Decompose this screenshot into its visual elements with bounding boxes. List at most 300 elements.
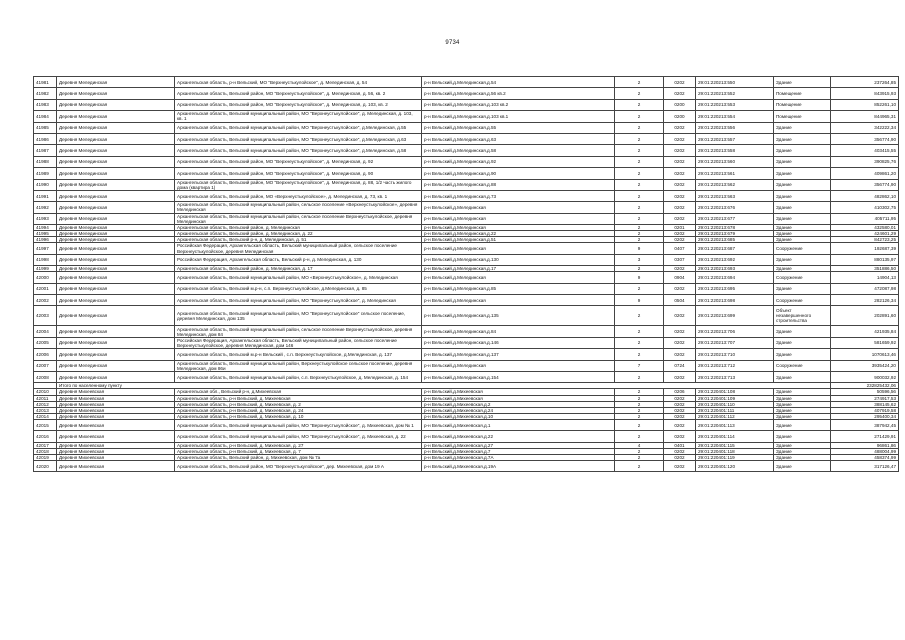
cell-object-type: Здание bbox=[774, 225, 831, 231]
cell-address: Архангельская область, Вельский муниципальный район, МО "Верхнеустькулойское", д.Мелединская, д.58 bbox=[175, 145, 422, 156]
cell-code-a: 2 bbox=[615, 337, 664, 348]
cell-location: р-н Вельский,д.Михеевская,д.7 bbox=[422, 448, 615, 454]
table-row bbox=[34, 431, 899, 442]
cell-object-type: Здание bbox=[774, 237, 831, 243]
table-row bbox=[34, 295, 899, 306]
cell-address: Российская Федерация, Архангельская область, Вельский муниципальный район, сельское поселение Верхнеустькулойское, деревня Мелединская bbox=[175, 243, 422, 254]
cell-address: Архангельская обл., Вельский р-н, д.Михеевская bbox=[175, 389, 422, 395]
cell-row-id: 41991 bbox=[34, 190, 57, 201]
cell-cadastral-value: 842723,25 bbox=[831, 237, 899, 243]
table-row bbox=[34, 460, 899, 471]
cell-cadastral-number: 29:01:220213:553 bbox=[696, 99, 774, 110]
cell-object-type: Сооружение bbox=[774, 295, 831, 306]
cell-object-type: Здание bbox=[774, 448, 831, 454]
cell-cadastral-number: 29:01:220401:111 bbox=[696, 407, 774, 413]
cell-location: р-н Вельский,д.Мелединская,д.90 bbox=[422, 168, 615, 179]
cell-location: р-н Вельский,д.Михеевская,д.19А bbox=[422, 460, 615, 471]
cell-settlement-name: Деревня Михеевская bbox=[57, 401, 175, 407]
cell-code-a: 2 bbox=[615, 122, 664, 133]
cell-code-a: 2 bbox=[615, 460, 664, 471]
cell-cadastral-value: 403415,55 bbox=[831, 145, 899, 156]
cell-code-a: 2 bbox=[615, 431, 664, 442]
cell-code-a: 2 bbox=[615, 454, 664, 460]
cell-code-a: 7 bbox=[615, 360, 664, 371]
cell-address: Архангельская область, р-н Вельский, д. Михеевская bbox=[175, 395, 422, 401]
cell-location: р-н Вельский,д.Мелединская,д.103 кв.1 bbox=[422, 111, 615, 122]
cell-settlement-name: Деревня Михеевская bbox=[57, 389, 175, 395]
cell-location: р-н Вельский,д.Михеевская,д.1 bbox=[422, 419, 615, 430]
cell-object-type: Здание bbox=[774, 407, 831, 413]
cell-cadastral-value: 351886,50 bbox=[831, 266, 899, 272]
cell-cadastral-value: 295400,34 bbox=[831, 413, 899, 419]
cell-cadastral-number: 29:01:220213:687 bbox=[696, 243, 774, 254]
cell-cadastral-value: 14904,13 bbox=[831, 272, 899, 283]
cell-settlement-name: Деревня Мелединская bbox=[57, 225, 175, 231]
cell-settlement-name: Деревня Мелединская bbox=[57, 360, 175, 371]
cell-row-id: 41990 bbox=[34, 179, 57, 190]
cell-location: р-н Вельский,д.Мелединская,д.92 bbox=[422, 156, 615, 167]
total-label: Итого по населенному пункту bbox=[57, 383, 831, 389]
cell-address: Архангельская область, Вельский муниципальный район, МО "Верхнеустькулойское", д. Мелединская bbox=[175, 295, 422, 306]
cell-cadastral-number: 29:01:220213:698 bbox=[696, 295, 774, 306]
cell-cadastral-number: 29:01:220213:707 bbox=[696, 337, 774, 348]
cell-row-id: 41993 bbox=[34, 213, 57, 224]
cell-location: р-н Вельский,д.Михеевская,д.7А bbox=[422, 454, 615, 460]
cell-settlement-name: Деревня Мелединская bbox=[57, 243, 175, 254]
table-row bbox=[34, 283, 899, 294]
cell-location: р-н Вельский,д.Михеевская,д.10 bbox=[422, 413, 615, 419]
cell-settlement-name: Деревня Михеевская bbox=[57, 395, 175, 401]
cell-cadastral-value: 387942,45 bbox=[831, 419, 899, 430]
cell-settlement-name: Деревня Мелединская bbox=[57, 326, 175, 337]
cell-code-a: 2 bbox=[615, 237, 664, 243]
cell-address: Архангельская область, Вельский район, МО "Верхнеустькулойское", д. Мелединская, д. 56, кв. 2 bbox=[175, 88, 422, 99]
cell-settlement-name: Деревня Мелединская bbox=[57, 202, 175, 213]
cell-settlement-name: Деревня Михеевская bbox=[57, 448, 175, 454]
table-row bbox=[34, 254, 899, 265]
cell-row-id: 42012 bbox=[34, 401, 57, 407]
cell-code-a: 2 bbox=[615, 401, 664, 407]
cell-address: Архангельская область, Вельский район, д. Мелединская, д. 17 bbox=[175, 266, 422, 272]
table-row bbox=[34, 272, 899, 283]
cell-code-a: 4 bbox=[615, 442, 664, 448]
cell-object-type: Помещение bbox=[774, 99, 831, 110]
cell-cadastral-number: 29:01:220213:552 bbox=[696, 88, 774, 99]
cell-cadastral-value: 282126,34 bbox=[831, 295, 899, 306]
cell-code-b: 0202 bbox=[664, 413, 696, 419]
table-row bbox=[34, 168, 899, 179]
cell-cadastral-number: 29:01:220213:563 bbox=[696, 190, 774, 201]
cell-row-id: 41998 bbox=[34, 254, 57, 265]
cell-settlement-name: Деревня Мелединская bbox=[57, 349, 175, 360]
cell-code-a: 2 bbox=[615, 190, 664, 201]
cell-code-a: 2 bbox=[615, 145, 664, 156]
cell-row-id: 41997 bbox=[34, 243, 57, 254]
cell-address: Российская Федерация, Архангельская область, Вельский р-н, д. Мелединская, д. 130 bbox=[175, 254, 422, 265]
cell-code-a: 2 bbox=[615, 371, 664, 382]
cell-code-a: 2 bbox=[615, 448, 664, 454]
cell-row-id: 42016 bbox=[34, 431, 57, 442]
cell-location: р-н Вельский,д.Мелединская bbox=[422, 272, 615, 283]
cell-row-id: 42018 bbox=[34, 448, 57, 454]
cell-row-id: 41989 bbox=[34, 168, 57, 179]
table-row bbox=[34, 349, 899, 360]
cell-settlement-name: Деревня Михеевская bbox=[57, 419, 175, 430]
cell-object-type: Здание bbox=[774, 442, 831, 448]
cell-location: р-н Вельский,д.Мелединская bbox=[422, 243, 615, 254]
cell-row-id: 41994 bbox=[34, 225, 57, 231]
cell-address: Архангельская область, Вельский муниципальный район, сельское поселение «Верхнеустькулойское», деревня Мелединская bbox=[175, 202, 422, 213]
cell-cadastral-number: 29:01:220213:678 bbox=[696, 225, 774, 231]
cell-row-id: 41985 bbox=[34, 122, 57, 133]
cell-code-a: 2 bbox=[615, 326, 664, 337]
cell-object-type: Сооружение bbox=[774, 243, 831, 254]
cell-code-a: 2 bbox=[615, 202, 664, 213]
cell-code-b: 0202 bbox=[664, 202, 696, 213]
cell-cadastral-value: 237264,85 bbox=[831, 77, 899, 88]
cell-object-type: Здание bbox=[774, 77, 831, 88]
cell-row-id: 42005 bbox=[34, 337, 57, 348]
cell-code-a: 2 bbox=[615, 395, 664, 401]
cell-code-b: 0200 bbox=[664, 99, 696, 110]
cell-address: Архангельская область, Вельский муниципальный район, МО "Верхнеустькулойское", д.Мелединская, д.55 bbox=[175, 122, 422, 133]
cell-cadastral-number: 29:01:220401:109 bbox=[696, 395, 774, 401]
cell-cadastral-value: 407919,58 bbox=[831, 407, 899, 413]
cell-location: р-н Вельский,д.Мелединская,д.137 bbox=[422, 349, 615, 360]
cell-row-id: 41999 bbox=[34, 266, 57, 272]
cell-row-id: 42008 bbox=[34, 371, 57, 382]
cell-object-type: Здание bbox=[774, 168, 831, 179]
cell-row-id: 42007 bbox=[34, 360, 57, 371]
registry-table-body bbox=[34, 77, 899, 472]
cell-cadastral-value: 388145,62 bbox=[831, 401, 899, 407]
cell-location: р-н Вельский,д.Мелединская,д.130 bbox=[422, 254, 615, 265]
cell-code-b: 0202 bbox=[664, 213, 696, 224]
cell-settlement-name: Деревня Михеевская bbox=[57, 460, 175, 471]
cell-settlement-name: Деревня Мелединская bbox=[57, 77, 175, 88]
table-row bbox=[34, 371, 899, 382]
cell-code-b: 0202 bbox=[664, 266, 696, 272]
cell-object-type: Помещение bbox=[774, 88, 831, 99]
cell-code-b: 0202 bbox=[664, 306, 696, 326]
cell-row-id: 41982 bbox=[34, 88, 57, 99]
cell-code-a: 2 bbox=[615, 419, 664, 430]
cell-address: Архангельская область, Вельский район, д. Мелединская bbox=[175, 225, 422, 231]
cell-row-id: 42003 bbox=[34, 306, 57, 326]
cell-settlement-name: Деревня Мелединская bbox=[57, 179, 175, 190]
cell-code-a: 2 bbox=[615, 213, 664, 224]
table-row bbox=[34, 190, 899, 201]
cell-object-type: Сооружение bbox=[774, 360, 831, 371]
cell-location: р-н Вельский,д.Мелединская bbox=[422, 360, 615, 371]
cell-address: Российская Федерация, Архангельская область, Вельский муниципальный район, сельское поселение Верхнеустькулойское, деревня Мелединская, дом 146 bbox=[175, 337, 422, 348]
cell-location: р-н Вельский,д.Мелединская,д.103 кв.2 bbox=[422, 99, 615, 110]
cell-settlement-name: Деревня Михеевская bbox=[57, 407, 175, 413]
cell-cadastral-number: 29:01:220213:562 bbox=[696, 179, 774, 190]
cell-address: Архангельская область, Вельский район, МО "Верхнеустькулойское", д. Мелединская, д. 103, кв. 2 bbox=[175, 99, 422, 110]
cell-address: Архангельская область, Вельский муниципальный район, сельское поселение Верхнеустькулойское, деревня Мелединская, дом 84 bbox=[175, 326, 422, 337]
cell-cadastral-number: 29:01:220213:676 bbox=[696, 202, 774, 213]
cell-location: р-н Вельский,д.Михеевская,д.24 bbox=[422, 407, 615, 413]
cell-location: р-н Вельский,д.Михеевская bbox=[422, 389, 615, 395]
cell-location: р-н Вельский,д.Мелединская,д.135 bbox=[422, 306, 615, 326]
cell-row-id: 42002 bbox=[34, 295, 57, 306]
cell-cadastral-value: 458374,99 bbox=[831, 454, 899, 460]
cell-settlement-name: Деревня Мелединская bbox=[57, 254, 175, 265]
cell-settlement-name: Деревня Михеевская bbox=[57, 413, 175, 419]
cell-settlement-name: Деревня Мелединская bbox=[57, 237, 175, 243]
cell-code-b: 0202 bbox=[664, 419, 696, 430]
cell-cadastral-value: 405711,95 bbox=[831, 213, 899, 224]
cell-object-type: Здание bbox=[774, 326, 831, 337]
cell-object-type: Здание bbox=[774, 283, 831, 294]
cell-code-b: 0202 bbox=[664, 88, 696, 99]
cell-object-type: Здание bbox=[774, 156, 831, 167]
cell-cadastral-number: 29:01:220213:679 bbox=[696, 231, 774, 237]
cell-code-b: 0200 bbox=[664, 111, 696, 122]
cell-object-type: Здание bbox=[774, 213, 831, 224]
cell-location: р-н Вельский,д.Мелединская,д.84 bbox=[422, 326, 615, 337]
cell-code-a: 2 bbox=[615, 88, 664, 99]
cell-row-id: 41981 bbox=[34, 77, 57, 88]
cell-address: Архангельская область, Вельский район, МО «Верхнеустькулойское», д. Мелединская, д. 73, кв. 1 bbox=[175, 190, 422, 201]
cell-cadastral-number: 29:01:220213:554 bbox=[696, 111, 774, 122]
cell-object-type: Здание bbox=[774, 431, 831, 442]
cell-cadastral-number: 29:01:220213:560 bbox=[696, 156, 774, 167]
table-row bbox=[34, 360, 899, 371]
table-row bbox=[34, 213, 899, 224]
cell-row-id: 41987 bbox=[34, 145, 57, 156]
cell-code-b: 0202 bbox=[664, 133, 696, 144]
cell-code-a: 2 bbox=[615, 266, 664, 272]
cell-location: р-н Вельский,д.Михеевская,д.2 bbox=[422, 401, 615, 407]
cell-settlement-name: Деревня Мелединская bbox=[57, 99, 175, 110]
cell-address: Архангельская область, Вельский район, МО "Верхнеустькулойское", дер. Михеевская, дом 19 А bbox=[175, 460, 422, 471]
cell-location: р-н Вельский,д.Мелединская,д.55 bbox=[422, 122, 615, 133]
cell-code-b: 0202 bbox=[664, 448, 696, 454]
cell-location: р-н Вельский,д.Мелединская,д.63 bbox=[422, 133, 615, 144]
cell-row-id: 41988 bbox=[34, 156, 57, 167]
table-row bbox=[34, 419, 899, 430]
cell-cadastral-number: 29:01:220213:550 bbox=[696, 77, 774, 88]
cell-settlement-name: Деревня Мелединская bbox=[57, 337, 175, 348]
cell-code-b: 0202 bbox=[664, 401, 696, 407]
cell-cadastral-number: 29:01:220213:694 bbox=[696, 272, 774, 283]
cell-location: р-н Вельский,д.Мелединская,д.17 bbox=[422, 266, 615, 272]
cell-location: р-н Вельский,д.Мелединская,д.73 bbox=[422, 190, 615, 201]
cell-object-type: Здание bbox=[774, 349, 831, 360]
cell-object-type: Здание bbox=[774, 337, 831, 348]
cell-row-id: 42004 bbox=[34, 326, 57, 337]
cell-cadastral-number: 29:01:220213:561 bbox=[696, 168, 774, 179]
cell-settlement-name: Деревня Михеевская bbox=[57, 442, 175, 448]
cell-cadastral-number: 29:01:220401:108 bbox=[696, 389, 774, 395]
cell-code-b: 0206 bbox=[664, 389, 696, 395]
cell-address: Архангельская область, Вельский район, д. Мелединская, д. 22 bbox=[175, 231, 422, 237]
cell-code-b: 0407 bbox=[664, 243, 696, 254]
cell-cadastral-value: 1070613,46 bbox=[831, 349, 899, 360]
cell-cadastral-value: 409861,20 bbox=[831, 168, 899, 179]
cell-code-a: 2 bbox=[615, 225, 664, 231]
cell-address: Архангельская область, Вельский р-н, д. Мелединская, д. 51 bbox=[175, 237, 422, 243]
cell-address: Архангельская область, Вельский муниципальный район, МО "Верхнеустькулойское", д. Михеевская, д. 22 bbox=[175, 431, 422, 442]
cell-cadastral-value: 581659,92 bbox=[831, 337, 899, 348]
cell-code-b: 0202 bbox=[664, 349, 696, 360]
cell-cadastral-value: 192687,39 bbox=[831, 243, 899, 254]
cell-address: Архангельская область, р-н Вельский, д. Михеевская, д. 7 bbox=[175, 448, 422, 454]
cell-settlement-name: Деревня Мелединская bbox=[57, 306, 175, 326]
cell-cadastral-value: 880135,97 bbox=[831, 254, 899, 265]
cell-object-type: Здание bbox=[774, 202, 831, 213]
cell-cadastral-value: 271429,91 bbox=[831, 431, 899, 442]
cell-row-id: 42006 bbox=[34, 349, 57, 360]
cell-location: р-н Вельский,д.Михеевская,д.22 bbox=[422, 431, 615, 442]
cell-cadastral-number: 29:01:220401:114 bbox=[696, 431, 774, 442]
cell-cadastral-number: 29:01:220401:115 bbox=[696, 442, 774, 448]
cell-code-a: 3 bbox=[615, 254, 664, 265]
cell-code-a: 9 bbox=[615, 243, 664, 254]
cell-address: Архангельская область, Вельский район, МО "Верхнеустькулойское", д. Мелединская, д. 88, 1/2 часть жилого дома (квартира 1) bbox=[175, 179, 422, 190]
table-row bbox=[34, 99, 899, 110]
table-row bbox=[34, 133, 899, 144]
cell-cadastral-number: 29:01:220401:110 bbox=[696, 401, 774, 407]
cell-location: р-н Вельский,д.Мелединская bbox=[422, 225, 615, 231]
cell-code-b: 0904 bbox=[664, 272, 696, 283]
cell-cadastral-value: 356774,90 bbox=[831, 179, 899, 190]
cell-code-b: 0504 bbox=[664, 295, 696, 306]
cell-cadastral-number: 29:01:220213:692 bbox=[696, 254, 774, 265]
cell-cadastral-value: 274917,53 bbox=[831, 395, 899, 401]
cell-row-id: 42019 bbox=[34, 454, 57, 460]
cell-address: Архангельская область, р-н Вельский, д. Михеевская, д. 10 bbox=[175, 413, 422, 419]
cell-code-a: 2 bbox=[615, 231, 664, 237]
cell-row-id: 42000 bbox=[34, 272, 57, 283]
cell-row-id: 41996 bbox=[34, 237, 57, 243]
cell-settlement-name: Деревня Мелединская bbox=[57, 190, 175, 201]
cell-row-id: 41992 bbox=[34, 202, 57, 213]
cell-code-b: 0202 bbox=[664, 231, 696, 237]
cell-object-type: Здание bbox=[774, 389, 831, 395]
cell-cadastral-value: 432580,01 bbox=[831, 225, 899, 231]
cell-address: Архангельская область, р-н Вельский, д. Михеевская, д. 24 bbox=[175, 407, 422, 413]
cell-location: р-н Вельский,д.Мелединская,д.58 bbox=[422, 145, 615, 156]
cell-address: Архангельская область, Вельский район, д. Михеевская, дом № 7а bbox=[175, 454, 422, 460]
cell-address: Архангельская область, р-н Вельский, МО "Верхнеустькулойское", д. Мелединская, д. 54 bbox=[175, 77, 422, 88]
cell-object-type: Здание bbox=[774, 122, 831, 133]
cell-settlement-name: Деревня Михеевская bbox=[57, 431, 175, 442]
cell-object-type: Здание bbox=[774, 133, 831, 144]
cell-address: Архангельская область, р-н Вельский, д. Михеевская, д. 2 bbox=[175, 401, 422, 407]
table-row bbox=[34, 326, 899, 337]
table-row bbox=[34, 77, 899, 88]
cell-cadastral-value: 482862,10 bbox=[831, 190, 899, 201]
cell-cadastral-value: 202891,60 bbox=[831, 306, 899, 326]
cell-address: Архангельская область, Вельский муниципальный район, МО "Верхнеустькулойское" сельское поселение, деревня Мелединская, дом 135 bbox=[175, 306, 422, 326]
table-row bbox=[34, 88, 899, 99]
cell-cadastral-value: 317126,47 bbox=[831, 460, 899, 471]
cell-code-a: 2 bbox=[615, 306, 664, 326]
cell-code-b: 0202 bbox=[664, 431, 696, 442]
cell-cadastral-value: 844965,31 bbox=[831, 111, 899, 122]
cell-code-b: 0202 bbox=[664, 395, 696, 401]
cell-row-id: 42017 bbox=[34, 442, 57, 448]
cell-cadastral-value: 96861,86 bbox=[831, 442, 899, 448]
cell-cadastral-number: 29:01:220213:695 bbox=[696, 283, 774, 294]
cell-cadastral-value: 424601,29 bbox=[831, 231, 899, 237]
cell-object-type: Здание bbox=[774, 190, 831, 201]
cell-location: р-н Вельский,д.Мелединская,д.54 bbox=[422, 77, 615, 88]
cell-settlement-name: Деревня Мелединская bbox=[57, 133, 175, 144]
cell-row-id: 42001 bbox=[34, 283, 57, 294]
cell-cadastral-number: 29:01:220213:557 bbox=[696, 133, 774, 144]
cell-code-a: 2 bbox=[615, 349, 664, 360]
cell-code-a: 9 bbox=[615, 272, 664, 283]
cell-cadastral-number: 29:01:220401:119 bbox=[696, 454, 774, 460]
cell-location: р-н Вельский,д.Михеевская,д.27 bbox=[422, 442, 615, 448]
cell-settlement-name: Деревня Мелединская bbox=[57, 111, 175, 122]
cell-cadastral-number: 29:01:220213:685 bbox=[696, 237, 774, 243]
cell-row-id: 42010 bbox=[34, 389, 57, 395]
cell-code-b: 0202 bbox=[664, 283, 696, 294]
cell-code-a: 2 bbox=[615, 283, 664, 294]
table-row bbox=[34, 202, 899, 213]
cell-address: Архангельская область, Вельский район, МО "Верхнеустькулойское", д. Мелединская, д. 92 bbox=[175, 156, 422, 167]
cell-address: Архангельская область, Вельский муниципальный район, с.п. Верхнеустькулойское, д. Мелединская, д. 154 bbox=[175, 371, 422, 382]
cell-object-type: Здание bbox=[774, 460, 831, 471]
cell-cadastral-value: 900032,92 bbox=[831, 371, 899, 382]
cell-location: р-н Вельский,д.Мелединская bbox=[422, 213, 615, 224]
cell-code-a: 9 bbox=[615, 295, 664, 306]
cell-location: р-н Вельский,д.Мелединская,д.56 кв.2 bbox=[422, 88, 615, 99]
cell-settlement-name: Деревня Мелединская bbox=[57, 231, 175, 237]
cell-object-type: Здание bbox=[774, 179, 831, 190]
cell-cadastral-value: 342222,34 bbox=[831, 122, 899, 133]
cell-code-b: 0724 bbox=[664, 360, 696, 371]
cell-object-type: Здание bbox=[774, 145, 831, 156]
registry-table bbox=[33, 76, 899, 472]
cell-object-type: Здание bbox=[774, 401, 831, 407]
cell-object-type: Здание bbox=[774, 413, 831, 419]
cell-code-b: 0202 bbox=[664, 77, 696, 88]
cell-cadastral-number: 29:01:220213:677 bbox=[696, 213, 774, 224]
cell-row-id: 42015 bbox=[34, 419, 57, 430]
cell-code-b: 0202 bbox=[664, 122, 696, 133]
cell-cadastral-number: 29:01:220213:558 bbox=[696, 145, 774, 156]
cell-code-b: 0202 bbox=[664, 337, 696, 348]
cell-code-b: 0202 bbox=[664, 179, 696, 190]
table-row bbox=[34, 179, 899, 190]
table-row bbox=[34, 122, 899, 133]
cell-cadastral-number: 29:01:220213:713 bbox=[696, 371, 774, 382]
cell-row-id: 42020 bbox=[34, 460, 57, 471]
cell-object-type: Здание bbox=[774, 395, 831, 401]
cell-code-a: 2 bbox=[615, 77, 664, 88]
cell-object-type: Объект незавершенного строительства bbox=[774, 306, 831, 326]
cell-code-a: 2 bbox=[615, 179, 664, 190]
cell-code-b: 0202 bbox=[664, 407, 696, 413]
cell-code-b: 0202 bbox=[664, 168, 696, 179]
cell-code-a: 2 bbox=[615, 133, 664, 144]
table-row bbox=[34, 111, 899, 122]
cell-cadastral-value: 852261,10 bbox=[831, 99, 899, 110]
cell-location: р-н Вельский,д.Мелединская bbox=[422, 202, 615, 213]
cell-code-a: 2 bbox=[615, 111, 664, 122]
cell-row-id: 42011 bbox=[34, 395, 57, 401]
table-row bbox=[34, 337, 899, 348]
cell-object-type: Здание bbox=[774, 419, 831, 430]
cell-address: Архангельская область, р-н Вельский, д. Михеевская, д. 27 bbox=[175, 442, 422, 448]
cell-row-id: 41984 bbox=[34, 111, 57, 122]
